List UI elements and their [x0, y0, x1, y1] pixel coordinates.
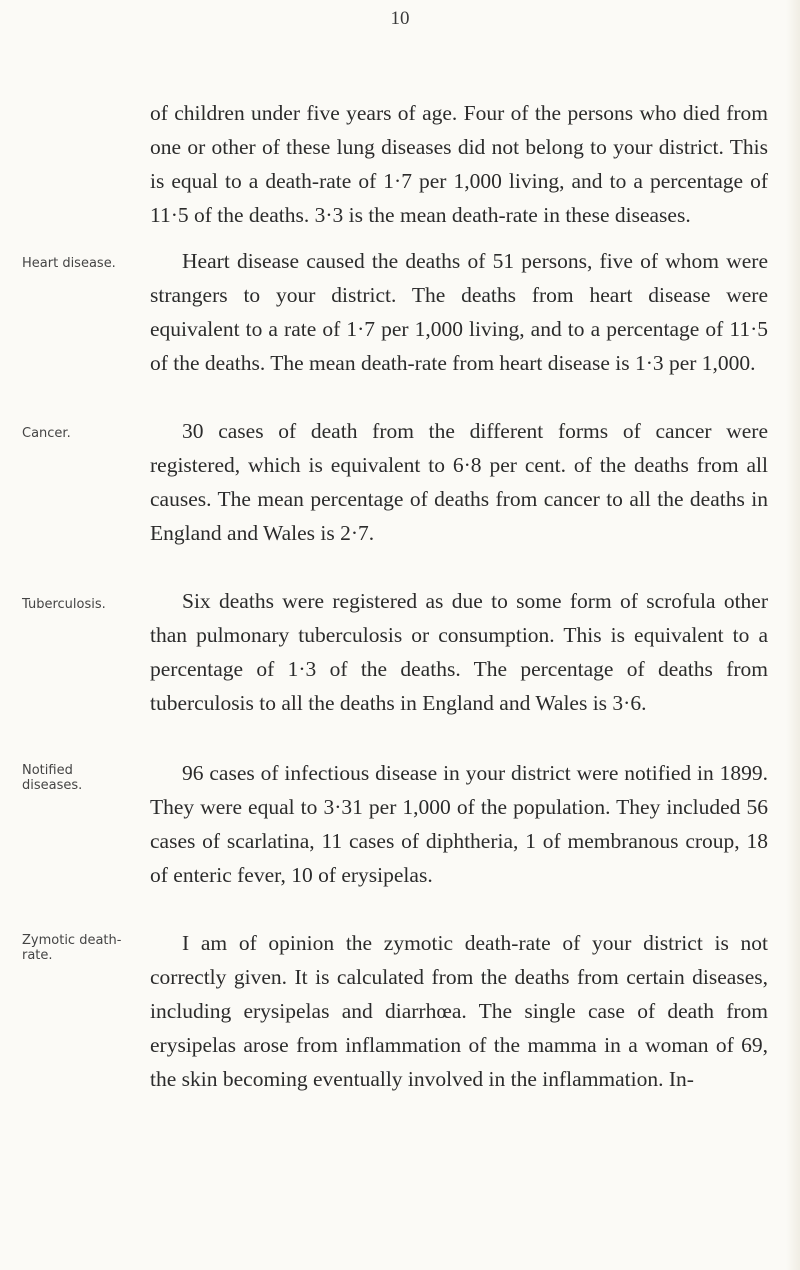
side-note-notified-diseases: Notified diseases.: [22, 763, 83, 793]
paragraph-tuberculosis: Six deaths were registered as due to some form of scrofula other than pulmonary tuberculosis or consumption. This is equivalent to a percentage of 1·3 of the deaths. The percentage of deaths from tuberculosis to all the deaths in England and Wales is 3·6.: [150, 589, 768, 715]
side-note-tuberculosis: Tuberculosis.: [22, 597, 106, 612]
paragraph-cancer: 30 cases of death from the different forms of cancer were registered, which is equivalent to 6·8 per cent. of the deaths from all causes. The mean percentage of deaths from cancer to all the deaths in England and Wales is 2·7.: [150, 419, 768, 545]
side-note-heart-disease: Heart disease.: [22, 256, 116, 271]
paragraph-zymotic-death-rate: I am of opinion the zymotic death-rate of your district is not correctly given. It is calculated from the deaths from certain diseases, including erysipelas and diarrhœa. The single case of death from erysipelas arose from inflammation of the mamma in a woman of 69, the skin becoming eventually involved in the inflammation. In-: [150, 931, 768, 1091]
paragraph-heart-disease: Heart disease caused the deaths of 51 persons, five of whom were strangers to your district. The deaths from heart disease were equivalent to a rate of 1·7 per 1,000 living, and to a percentage of 11·5 of the deaths. The mean death-rate from heart disease is 1·3 per 1,000.: [150, 249, 768, 375]
page-number: 10: [390, 8, 410, 29]
paragraph-notified-diseases: 96 cases of infectious disease in your district were notified in 1899. They were equal to 3·31 per 1,000 of the population. They included 56 cases of scarlatina, 11 cases of diphtheria, 1 of membranous croup, 18 of enteric fever, 10 of erysipelas.: [150, 761, 768, 887]
page-edge-shadow: [786, 0, 800, 1270]
side-note-zymotic-death-rate: Zymotic death-rate.: [22, 933, 122, 963]
side-note-cancer: Cancer.: [22, 426, 71, 441]
paragraph-lung-diseases-continuation: of children under five years of age. Four of the persons who died from one or other of these lung diseases did not belong to your district. This is equal to a death-rate of 1·7 per 1,000 living, and to a percentage of 11·5 of the deaths. 3·3 is the mean death-rate in these diseases.: [150, 101, 768, 227]
